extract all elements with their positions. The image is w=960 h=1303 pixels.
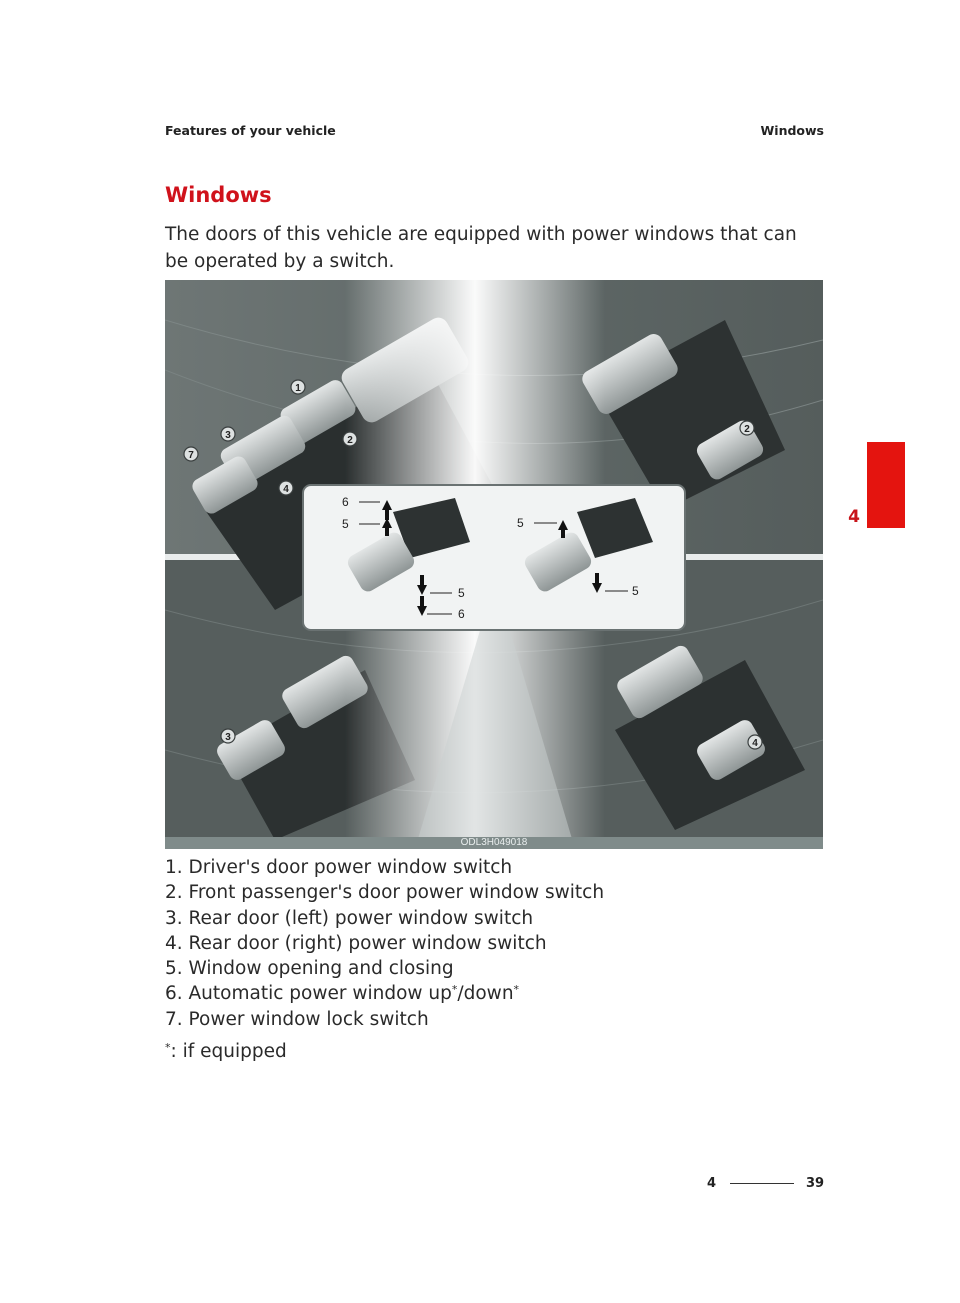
section-intro: The doors of this vehicle are equipped with power windows that can be operated by a switch. xyxy=(165,224,797,272)
callout-3b: 3 xyxy=(225,732,231,743)
equipment-note xyxy=(165,1041,287,1062)
callout-4: 4 xyxy=(283,484,289,495)
asterisk-mark: * xyxy=(513,983,520,997)
callout-4b: 4 xyxy=(752,738,758,749)
inset-label-5-bottom: 5 xyxy=(458,586,465,600)
callout-3: 3 xyxy=(225,430,231,441)
list-item: 2. Front passenger's door power window switch xyxy=(165,882,605,904)
switch-detail-inset xyxy=(303,485,685,630)
chapter-tab-number: 4 xyxy=(848,507,860,527)
callout-1: 1 xyxy=(295,383,301,394)
list-item: 4. Rear door (right) power window switch xyxy=(165,932,547,954)
power-window-switch-figure xyxy=(165,280,823,849)
inset-label-6-bottom: 6 xyxy=(458,607,465,621)
figure-code: ODL3H049018 xyxy=(165,837,823,849)
list-item: 1. Driver's door power window switch xyxy=(165,857,513,878)
footer-divider xyxy=(730,1183,794,1184)
inset-label-5-right-bottom: 5 xyxy=(632,584,639,598)
footer-page-number: 39 xyxy=(806,1176,825,1191)
list-item: 5. Window opening and closing xyxy=(165,958,454,980)
asterisk-mark: * xyxy=(165,1041,171,1054)
callout-7: 7 xyxy=(188,450,194,461)
inset-label-6-top: 6 xyxy=(342,495,349,509)
footer-chapter-number: 4 xyxy=(707,1176,717,1191)
chapter-tab xyxy=(867,442,905,528)
list-item: 3. Rear door (left) power window switch xyxy=(165,907,534,929)
list-item-text: 6. Automatic power window up xyxy=(165,983,452,1005)
list-item: 7. Power window lock switch xyxy=(165,1008,429,1030)
switch-legend-list xyxy=(165,855,604,1032)
list-item-text: /down xyxy=(457,983,514,1005)
list-item xyxy=(165,981,604,1006)
section-title: Windows xyxy=(165,183,272,207)
callout-2: 2 xyxy=(347,435,353,446)
switch-illustration xyxy=(165,280,823,849)
inset-label-5-right-top: 5 xyxy=(517,516,524,530)
asterisk-mark: * xyxy=(451,983,458,997)
running-header-section: Windows xyxy=(760,123,824,138)
note-text: : if equipped xyxy=(170,1041,287,1062)
inset-label-5-top: 5 xyxy=(342,517,349,531)
callout-2b: 2 xyxy=(744,424,750,435)
running-header-chapter: Features of your vehicle xyxy=(165,123,336,138)
